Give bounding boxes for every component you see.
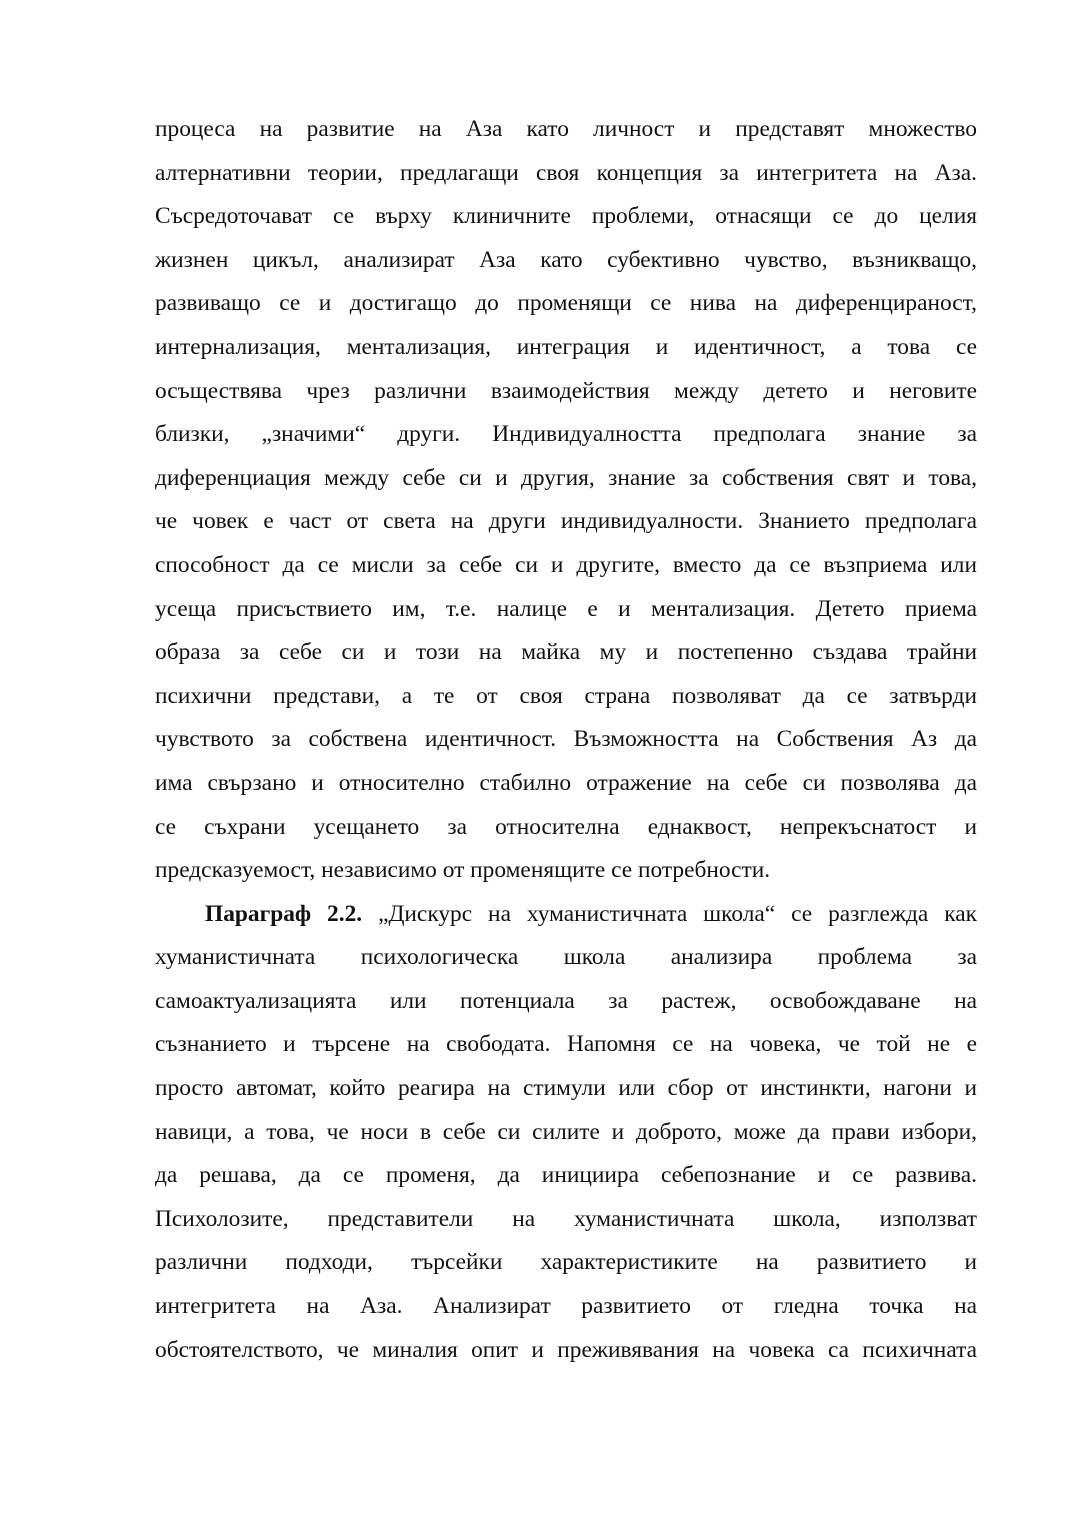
text-line: различни подходи, търсейки характеристиките на развитието и — [155, 1249, 977, 1276]
text-line: се съхрани усещането за относителна еднаквост, непрекъснатост и — [155, 813, 977, 840]
text-line: чувството за собствена идентичност. Възможността на Собствения Аз да — [155, 726, 977, 753]
text-line: жизнен цикъл, анализират Аза като субективно чувство, възникващо, — [155, 246, 977, 273]
text-line: образа за себе си и този на майка му и постепенно създава трайни — [155, 639, 977, 666]
paragraph-1 — [155, 108, 977, 893]
text-line: алтернативни теории, предлагащи своя концепция за интегритета на Аза. — [155, 159, 977, 186]
text-line: има свързано и относително стабилно отражение на себе си позволява да — [155, 769, 977, 796]
text-line: обстоятелството, че миналия опит и преживявания на човека са психичната — [155, 1336, 977, 1363]
text-line: предсказуемост, независимо от променящите се потребности. — [155, 857, 771, 884]
text-line: самоактуализацията или потенциала за растеж, освобождаване на — [155, 987, 977, 1014]
text-line: хуманистичната психологическа школа анализира проблема за — [155, 944, 977, 971]
text-line: диференциация между себе си и другия, знание за собствения свят и това, — [155, 464, 977, 491]
text-line: да решава, да се променя, да инициира себепознание и се развива. — [155, 1162, 977, 1189]
text-line: способност да се мисли за себе си и другите, вместо да се възприема или — [155, 551, 977, 578]
text-line: съзнанието и търсене на свободата. Напомня се на човека, че той не е — [155, 1031, 977, 1058]
paragraph-2-first-line — [155, 893, 977, 937]
section-heading: Параграф 2.2. — [205, 900, 363, 927]
text-line: процеса на развитие на Аза като личност и представят множество — [155, 116, 977, 142]
text-line: усеща присъствието им, т.е. налице е и ментализация. Детето приема — [155, 595, 977, 622]
text-line: интегритета на Аза. Анализират развитието от гледна точка на — [155, 1293, 977, 1320]
text-line: Съсредоточават се върху клиничните проблеми, отнасящи се до целия — [155, 203, 977, 230]
text-line: близки, „значими“ други. Индивидуалността предполага знание за — [155, 421, 977, 448]
text-line: интернализация, ментализация, интеграция и идентичност, а това се — [155, 333, 977, 360]
text-line: че човек е част от света на други индивидуалности. Знанието предполага — [155, 508, 977, 535]
text-line: навици, а това, че носи в себе си силите и доброто, може да прави избори, — [155, 1118, 977, 1145]
paragraph-2 — [155, 893, 977, 1373]
body-text — [155, 108, 977, 1372]
text-line: психични представи, а те от своя страна позволяват да се затвърди — [155, 682, 977, 709]
text-line: Психолозите, представители на хуманистичната школа, използват — [155, 1205, 977, 1232]
text-line: развиващо се и достигащо до променящи се нива на диференцираност, — [155, 290, 977, 317]
text-line: осъществява чрез различни взаимодействия между детето и неговите — [155, 377, 977, 404]
text-line: просто автомат, който реагира на стимули или сбор от инстинкти, нагони и — [155, 1075, 977, 1102]
heading-continuation: „Дискурс на хуманистичната школа“ се разглежда как — [362, 900, 977, 927]
